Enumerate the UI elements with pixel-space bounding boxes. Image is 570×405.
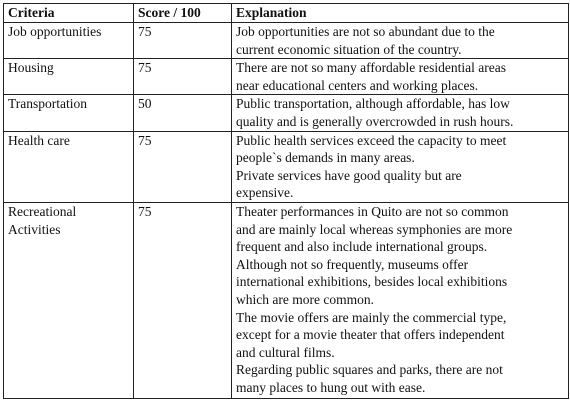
explanation-line: Although not so frequently, museums offer — [236, 256, 469, 272]
explanation-line: Public transportation, although affordable, has low — [236, 96, 510, 112]
table-row-health-care — [4, 131, 569, 202]
header-criteria: Criteria — [4, 4, 134, 23]
criteria-text: Recreational — [8, 203, 77, 219]
explanation-line: current economic situation of the country. — [236, 41, 462, 57]
explanation-cell — [232, 95, 569, 131]
criteria-cell — [4, 23, 134, 59]
criteria-score-table — [3, 3, 569, 399]
criteria-cell — [4, 59, 134, 95]
explanation-line: There are not so many affordable residential areas — [236, 60, 506, 76]
explanation-cell — [232, 131, 569, 202]
criteria-text: Health care — [8, 132, 70, 148]
explanation-line: quality and is generally overcrowded in rush hours. — [236, 113, 514, 129]
criteria-cell — [4, 131, 134, 202]
table-row-transportation — [4, 95, 569, 131]
criteria-text: Job opportunities — [8, 24, 102, 39]
score-cell: 75 — [134, 131, 232, 202]
criteria-cell — [4, 95, 134, 131]
explanation-line: Theater performances in Quito are not so common — [236, 203, 509, 219]
explanation-line: except for a movie theater that offers independent — [236, 327, 505, 343]
explanation-line: people`s demands in many areas. — [236, 150, 415, 166]
explanation-line: Private services have good quality but are — [236, 167, 462, 183]
explanation-cell — [232, 23, 569, 59]
table-row-housing — [4, 59, 569, 95]
explanation-line: near educational centers and working places. — [236, 77, 479, 93]
explanation-line: many places to hung out with ease. — [236, 379, 426, 395]
explanation-line: Job opportunities are not so abundant due to the — [236, 24, 495, 39]
score-cell: 75 — [134, 59, 232, 95]
explanation-cell — [232, 59, 569, 95]
header-explanation: Explanation — [232, 4, 569, 23]
table-row-recreational-activities — [4, 202, 569, 398]
explanation-line: and are mainly local whereas symphonies are more — [236, 221, 513, 237]
explanation-line: international exhibitions, besides local exhibitions — [236, 274, 508, 290]
table-header-row — [4, 4, 569, 23]
explanation-line: frequent and also include international groups. — [236, 239, 488, 255]
explanation-line: and cultural films. — [236, 344, 335, 360]
explanation-line: expensive. — [236, 185, 294, 201]
table-row-job-opportunities — [4, 23, 569, 59]
score-cell: 50 — [134, 95, 232, 131]
criteria-cell — [4, 202, 134, 398]
score-cell: 75 — [134, 202, 232, 398]
explanation-line: which are more common. — [236, 291, 374, 307]
header-score: Score / 100 — [134, 4, 232, 23]
criteria-text: Activities — [8, 221, 61, 237]
explanation-cell — [232, 202, 569, 398]
explanation-line: The movie offers are mainly the commercial type, — [236, 309, 507, 325]
explanation-line: Regarding public squares and parks, there are not — [236, 362, 503, 378]
score-cell: 75 — [134, 23, 232, 59]
criteria-text: Housing — [8, 60, 54, 76]
explanation-line: Public health services exceed the capacity to meet — [236, 132, 507, 148]
criteria-text: Transportation — [8, 96, 88, 112]
